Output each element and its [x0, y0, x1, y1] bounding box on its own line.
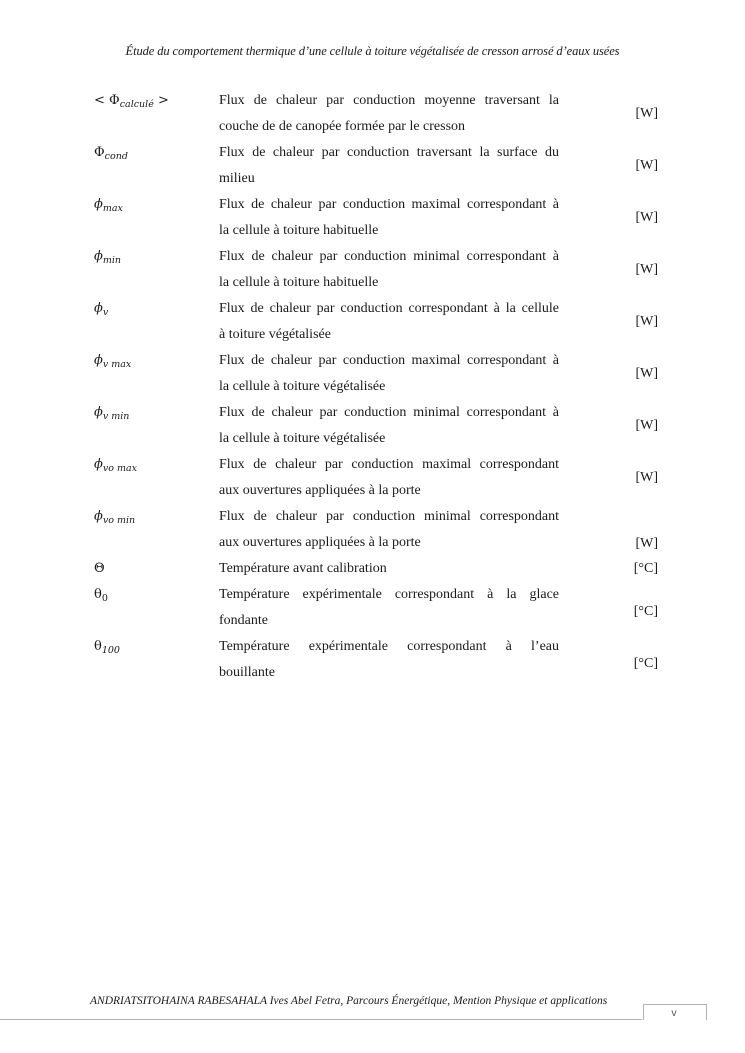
symbol-cell: $\phi_{vo max}$: [94, 457, 138, 474]
description-cell: Flux de chaleur par conduction maximal correspondant à la cellule à toiture habituelle: [219, 197, 559, 238]
symbol-cell: Θ: [94, 561, 105, 576]
table-row: [94, 504, 666, 556]
unit-cell: [W]: [635, 366, 658, 381]
description-cell: Flux de chaleur par conduction minimal correspondant aux ouvertures appliquées à la porte: [219, 509, 559, 550]
description-cell: Température avant calibration: [219, 561, 387, 576]
unit-cell: [W]: [635, 210, 658, 225]
unit-cell: [W]: [635, 262, 658, 277]
unit-cell: [W]: [635, 418, 658, 433]
table-row: [94, 582, 666, 634]
unit-cell: [°C]: [633, 656, 658, 671]
description-cell: Flux de chaleur par conduction traversant la surface du milieu: [219, 145, 559, 186]
table-row: [94, 634, 666, 686]
symbol-cell: $\Phi_{cond}$: [94, 145, 128, 162]
description-cell: Flux de chaleur par conduction correspondant à la cellule à toiture végétalisée: [219, 301, 559, 342]
page-number: v: [671, 1007, 677, 1019]
table-row: [94, 348, 666, 400]
symbol-cell: $\theta_0$: [94, 587, 108, 604]
footer-rule: [0, 1019, 642, 1020]
symbol-cell: $\theta_{100}$: [94, 639, 120, 656]
symbol-cell: $\phi_v$: [94, 301, 109, 318]
footer-author: ANDRIATSITOHAINA RABESAHALA Ives Abel Fetra, Parcours Énergétique, Mention Physique et applications: [90, 995, 608, 1007]
table-row: [94, 244, 666, 296]
symbol-cell: < $\Phi_{calculé}$ >: [94, 93, 169, 110]
symbol-cell: $\phi_{vo min}$: [94, 509, 136, 526]
running-header: Étude du comportement thermique d’une cellule à toiture végétalisée de cresson arrosé d’eaux usées: [125, 44, 620, 58]
unit-cell: [W]: [635, 106, 658, 121]
unit-cell: [W]: [635, 158, 658, 173]
description-cell: Température expérimentale correspondant à l’eau bouillante: [219, 639, 559, 680]
description-cell: Flux de chaleur par conduction moyenne traversant la couche de de canopée formée par le cresson: [219, 93, 559, 134]
unit-cell: [°C]: [633, 604, 658, 619]
table-row: [94, 296, 666, 348]
nomenclature-table: [94, 88, 666, 686]
table-row: [94, 556, 666, 582]
symbol-cell: $\phi_{min}$: [94, 249, 122, 266]
description-cell: Flux de chaleur par conduction maximal correspondant aux ouvertures appliquées à la porte: [219, 457, 559, 498]
table-row: [94, 192, 666, 244]
symbol-cell: $\phi_{v max}$: [94, 353, 132, 370]
table-row: [94, 88, 666, 140]
unit-cell: [°C]: [633, 561, 658, 576]
unit-cell: [W]: [635, 314, 658, 329]
unit-cell: [W]: [635, 470, 658, 485]
table-row: [94, 400, 666, 452]
symbol-cell: $\phi_{max}$: [94, 197, 123, 214]
symbol-cell: $\phi_{v min}$: [94, 405, 130, 422]
table-row: [94, 452, 666, 504]
description-cell: Température expérimentale correspondant à la glace fondante: [219, 587, 559, 628]
table-row: [94, 140, 666, 192]
description-cell: Flux de chaleur par conduction minimal correspondant à la cellule à toiture habituelle: [219, 249, 559, 290]
description-cell: Flux de chaleur par conduction maximal correspondant à la cellule à toiture végétalisée: [219, 353, 559, 394]
description-cell: Flux de chaleur par conduction minimal correspondant à la cellule à toiture végétalisée: [219, 405, 559, 446]
unit-cell: [W]: [635, 536, 658, 551]
